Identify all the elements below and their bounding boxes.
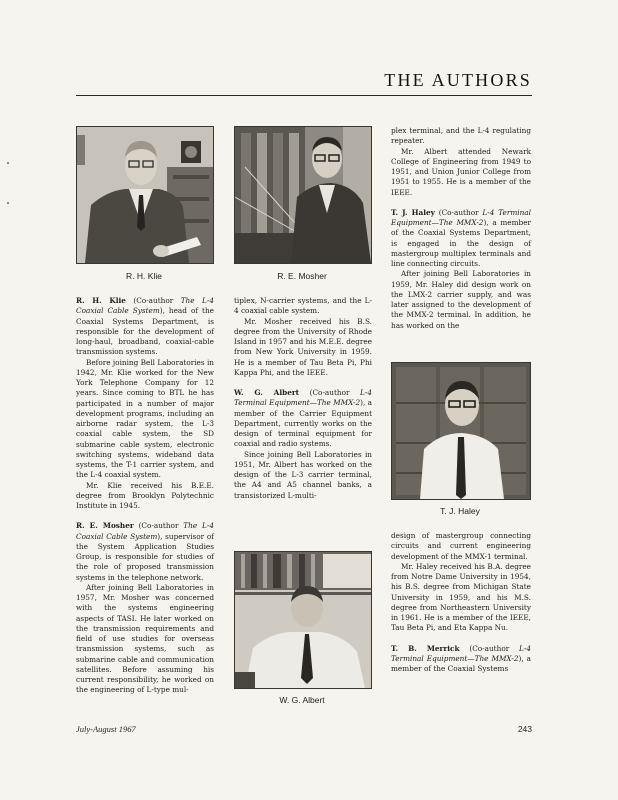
author-name-mosher: R. E. Mosher xyxy=(76,521,134,531)
column-2-text xyxy=(234,296,372,501)
article-title: The L-4 Coaxial Cable System xyxy=(76,296,214,316)
bio-paragraph: Mr. Mosher received his B.S. degree from the University of Rhode Island in 1957 and his M.E.E. degree from New York University in 1959. He is a member of Tau Beta Pi, Phi Kappa Phi, and the IEEE. xyxy=(234,316,372,377)
bio-haley: T. J. Haley (Co-author L-4 Terminal Equipment—The MMX-2), a member of the Coaxial Systems Department, is engaged in the design of mastergroup multiplex terminals and line connecting circuits. xyxy=(391,207,532,268)
author-name-merrick: T. B. Merrick xyxy=(391,643,460,653)
article-title: L-4 Terminal Equipment—The MMX-2 xyxy=(391,643,531,663)
bio-paragraph: Mr. Haley received his B.A. degree from Notre Dame University in 1954, his B.S. degree from Michigan State University in 1959, and his M.S. degree from Northeastern University in 1961. He is a member of the IEEE, Tau Beta Pi, and Eta Kappa Nu. xyxy=(391,561,531,633)
caption-albert: W. G. Albert xyxy=(279,695,325,705)
header-rule xyxy=(76,95,532,96)
issue-date: July-August 1967 xyxy=(76,724,136,734)
article-title: The L-4 Coaxial Cable System xyxy=(76,521,214,541)
bio-klie: R. H. Klie (Co-author The L-4 Coaxial Cable System), head of the Coaxial Systems Department, is responsible for the development of long-haul, broadband, coaxial-cable transmission systems. xyxy=(76,296,214,357)
bio-mosher: R. E. Mosher (Co-author The L-4 Coaxial Cable System), supervisor of the System Application Studies Group, is responsible for studies of the role of proposed transmission systems in the telephone network. xyxy=(76,521,215,582)
bio-paragraph: Since joining Bell Laboratories in 1951, Mr. Albert has worked on the design of the L-3 carrier terminal, the A4 and A5 channel banks, a transistorized L-multi- xyxy=(234,449,372,500)
column-3-text-top xyxy=(391,126,531,331)
bio-continuation: design of mastergroup connecting circuits and current engineering development of the MMX-1 terminal. xyxy=(391,531,531,561)
caption-mosher: R. E. Mosher xyxy=(277,271,327,281)
author-name-haley: T. J. Haley xyxy=(391,207,435,217)
page-number: 243 xyxy=(517,724,532,734)
photo-haley xyxy=(391,362,531,500)
author-name-klie: R. H. Klie xyxy=(76,296,126,305)
caption-haley: T. J. Haley xyxy=(440,506,480,516)
column-3-text-bottom xyxy=(391,531,531,674)
photo-mosher xyxy=(234,126,372,264)
bio-merrick: T. B. Merrick (Co-author L-4 Terminal Equipment—The MMX-2), a member of the Coaxial Systems xyxy=(391,643,531,673)
bio-paragraph: After joining Bell Laboratories in 1959, Mr. Haley did design work on the LMX-2 carrier supply, and was later assigned to the development of the MMX-2 terminal. In addition, he has worked on the xyxy=(391,269,531,330)
section-title: THE AUTHORS xyxy=(384,70,532,90)
author-name-albert: W. G. Albert xyxy=(234,388,300,397)
photo-albert xyxy=(234,551,372,689)
bio-paragraph: Mr. Albert attended Newark College of Engineering from 1949 to 1951, and Union Junior College from 1951 to 1955. He is a member of the IEEE. xyxy=(391,146,531,197)
photo-klie xyxy=(76,126,214,264)
bio-continuation: plex terminal, and the L-4 regulating repeater. xyxy=(391,126,531,146)
column-1-text xyxy=(76,296,214,696)
caption-klie: R. H. Klie xyxy=(126,271,162,281)
article-title: L-4 Terminal Equipment—The MMX-2 xyxy=(234,388,372,408)
bio-paragraph: After joining Bell Laboratories in 1957, Mr. Mosher was concerned with the systems engineering aspects of TASI. He later worked on the transmission requirements and field of use studies for overseas transmission systems, such as submarine cable and communication satellites. Before assuming his current responsibility, he worked on the engineering of L-type mul- xyxy=(76,582,214,695)
article-title: L-4 Terminal Equipment—The MMX-2 xyxy=(391,207,531,227)
bio-paragraph: Before joining Bell Laboratories in 1942, Mr. Klie worked for the New York Telephone Company for 12 years. Since coming to BTL he has participated in a number of major development programs, including an airborne radar system, the L-3 coaxial cable system, the SD submarine cable system, electronic switching systems, wideband data systems, the T-1 carrier system, and the L-4 coaxial system. xyxy=(76,357,214,480)
scan-speck xyxy=(7,202,9,204)
bio-paragraph: Mr. Klie received his B.E.E. degree from Brooklyn Polytechnic Institute in 1945. xyxy=(76,480,214,510)
bio-albert: W. G. Albert (Co-author L-4 Terminal Equipment—The MMX-2), a member of the Carrier Equipment Department, currently works on the design of terminal equipment for coaxial and radio systems. xyxy=(234,388,373,449)
scan-speck xyxy=(7,162,9,164)
bio-continuation: tiplex, N-carrier systems, and the L-4 coaxial cable system. xyxy=(234,296,372,316)
